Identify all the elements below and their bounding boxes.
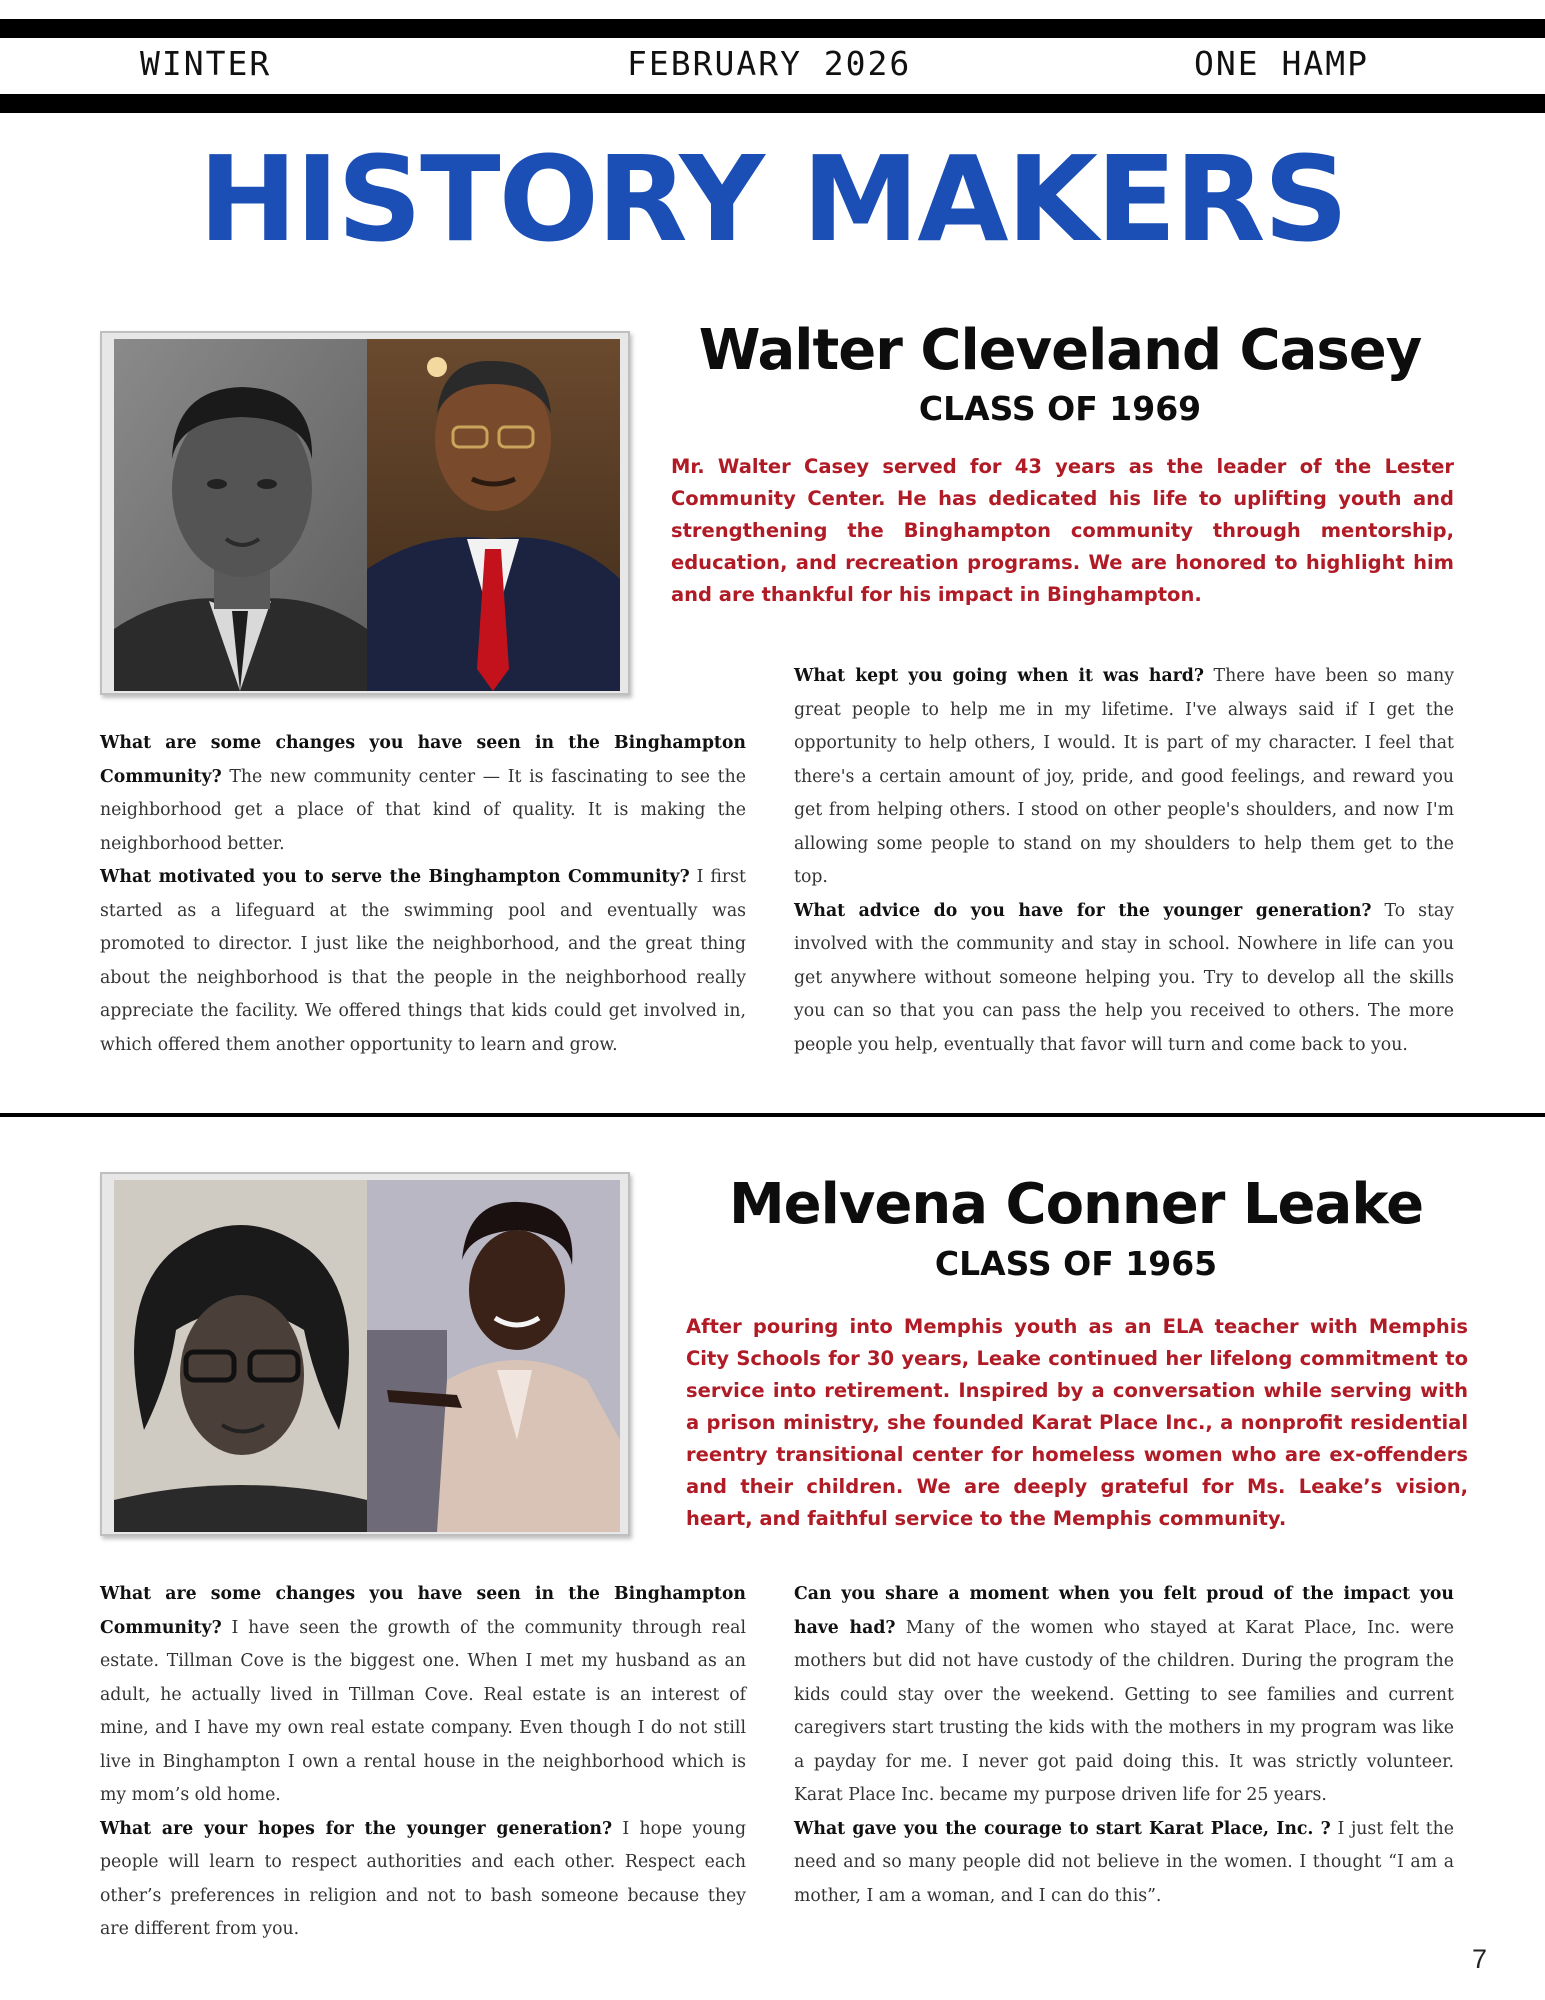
leake-photo-frame [100, 1172, 630, 1536]
casey-intro: Mr. Walter Casey served for 43 years as the leader of the Lester Community Center. He has dedicated his life to uplifting youth and strengthening the Binghampton community through mentorship, education, and recreation programs. We are honored to highlight him and are thankful for his impact in Binghampton. [671, 455, 1454, 606]
answer: I hope young people will learn to respect authorities and each other. Respect each other’s preferences in religion and not to bash someone because they are different from you. [100, 1818, 747, 1939]
casey-qa-4 [794, 895, 1454, 1063]
casey-young-portrait [114, 339, 367, 691]
casey-qa-1 [100, 727, 746, 861]
answer: I have seen the growth of the community through real estate. Tillman Cove is the biggest one. When I met my husband as an adult, he actually lived in Tillman Cove. Real estate is an interest of mine, and I have my own real estate company. Even though I do not still live in Binghampton I own a rental house in the neighborhood which is my mom’s old home. [100, 1617, 746, 1805]
header-bottom-rule [0, 94, 1545, 113]
page-title: HISTORY MAKERS [198, 130, 1347, 268]
page-number: 7 [1472, 1944, 1488, 1974]
answer: The new community center — It is fascinating to see the neighborhood get a place of that kind of quality. It is making the neighborhood better. [100, 766, 746, 854]
casey-qa-2 [100, 861, 746, 1062]
question: What gave you the courage to start Karat Place, Inc. ? [794, 1818, 1331, 1839]
header-date: FEBRUARY 2026 [627, 44, 912, 83]
header-top-rule [0, 19, 1545, 38]
question: What are some changes you have seen in the Binghampton Community? [100, 1584, 746, 1638]
question: What kept you going when it was hard? [794, 666, 1204, 686]
leake-current-portrait [367, 1180, 620, 1532]
leake-young-portrait [114, 1180, 367, 1532]
leake-name: Melvena Conner Leake [728, 1172, 1424, 1237]
answer: I first started as a lifeguard at the swimming pool and eventually was promoted to director. I just like the neighborhood, and the great thing about the neighborhood is that the people in the neighborhood really appreciate the facility. We offered things that kids could get involved in, which offered them another opportunity to learn and grow. [100, 867, 746, 1055]
leake-qa-1 [100, 1578, 746, 1813]
casey-photo-frame [100, 331, 630, 695]
answer: There have been so many great people to help me in my lifetime. I've always said if I get the opportunity to help others, I would. It is part of my character. I feel that there's a certain amount of joy, pride, and good feelings, and reward you get from helping others. I stood on other people's shoulders, and now I'm allowing some people to stand on my shoulders to help them get to the top. [794, 666, 1454, 887]
header-season: WINTER [140, 44, 272, 83]
question: What advice do you have for the younger generation? [794, 900, 1372, 921]
question: What are some changes you have seen in the Binghampton Community? [100, 733, 746, 787]
section-divider [0, 1113, 1545, 1117]
casey-name: Walter Cleveland Casey [698, 318, 1422, 383]
casey-qa-3 [794, 660, 1454, 895]
leake-qa-2 [100, 1813, 746, 1947]
casey-right-column [794, 660, 1454, 1062]
answer: To stay involved with the community and stay in school. Nowhere in life can you get anywhere without someone helping you. Try to develop all the skills you can so that you can pass the help you received to others. The more people you help, eventually that favor will turn and come back to you. [794, 900, 1454, 1055]
question: What motivated you to serve the Binghampton Community? [100, 867, 690, 887]
answer: Many of the women who stayed at Karat Place, Inc. were mothers but did not have custody of the children. During the program the kids could stay over the weekend. Getting to see families and current caregivers start trusting the kids with the mothers in my program was like a payday for me. I never got paid doing this. It was strictly volunteer. Karat Place Inc. became my purpose driven life for 25 years. [794, 1617, 1454, 1805]
leake-class: CLASS OF 1965 [934, 1244, 1218, 1283]
question: Can you share a moment when you felt proud of the impact you have had? [794, 1584, 1454, 1638]
leake-left-column [100, 1578, 746, 1947]
leake-right-column [794, 1578, 1454, 1913]
answer: I just felt the need and so many people did not believe in the women. I thought “I am a mother, I am a woman, and I can do this”. [794, 1818, 1454, 1906]
casey-current-portrait [367, 339, 620, 691]
header-publication: ONE HAMP [1194, 44, 1369, 83]
casey-left-column [100, 727, 746, 1062]
question: What are your hopes for the younger generation? [100, 1818, 613, 1839]
casey-class: CLASS OF 1969 [918, 389, 1202, 428]
leake-intro: After pouring into Memphis youth as an ELA teacher with Memphis City Schools for 30 years, Leake continued her lifelong commitment to service into retirement. Inspired by a conversation while serving with a prison ministry, she founded Karat Place Inc., a nonprofit residential reentry transitional center for homeless women who are ex-offenders and their children. We are deeply grateful for Ms. Leake’s vision, heart, and faithful service to the Memphis community. [686, 1315, 1468, 1530]
leake-qa-3 [794, 1578, 1454, 1813]
leake-qa-4 [794, 1813, 1454, 1914]
